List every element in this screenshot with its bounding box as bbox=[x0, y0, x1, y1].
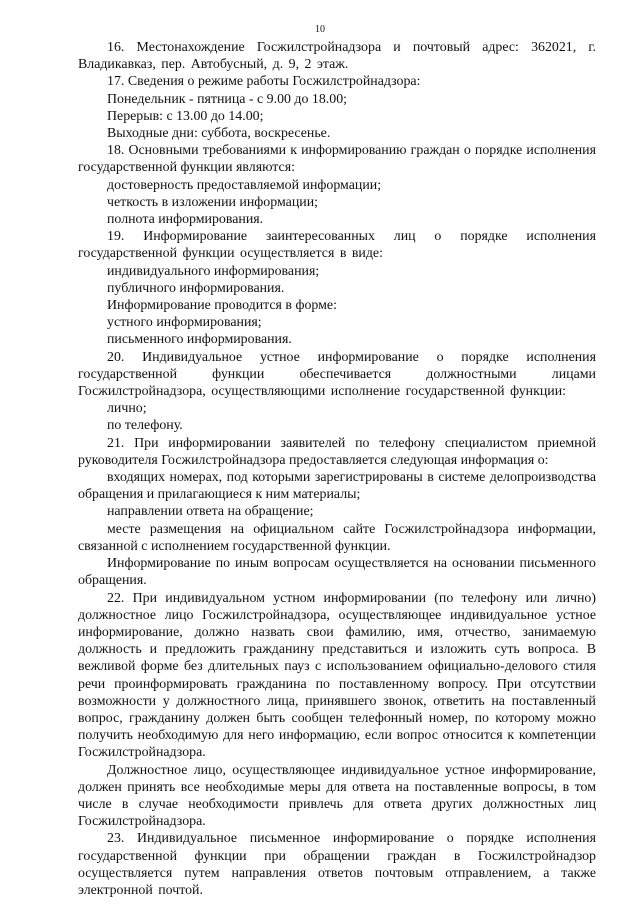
schedule-weekdays: Понедельник - пятница - с 9.00 до 18.00; bbox=[107, 91, 348, 107]
schedule-break: Перерыв: с 13.00 до 14.00; bbox=[107, 108, 264, 124]
phone-info-website: месте размещения на официальном сайте Госжилстройнадзора информации, связанной с исполнением государственной функции. bbox=[78, 521, 596, 554]
form-public: публичного информирования. bbox=[107, 280, 285, 296]
phone-info-reply-direction: направлении ответа на обращение; bbox=[107, 504, 314, 520]
requirement-reliability: достоверность предоставляемой информации; bbox=[107, 177, 382, 193]
page-number: 10 bbox=[315, 24, 325, 35]
paragraph-23-written-individual: 23. Индивидуальное письменное информирование о порядке исполнения государственной функции при обращении граждан в Госжилстройнадзор осуществляется путем направления ответов почтовым отправлением, а также электронной почтой. bbox=[78, 831, 596, 898]
schedule-days-off: Выходные дни: суббота, воскресенье. bbox=[107, 126, 331, 142]
other-questions-written: Информирование по иным вопросам осуществляется на основании письменного обращения. bbox=[78, 556, 596, 589]
paragraph-17-schedule-heading: 17. Сведения о режиме работы Госжилстройнадзора: bbox=[107, 74, 421, 90]
paragraph-22-oral-procedure: 22. При индивидуальном устном информировании (по телефону или лично) должностное лицо Госжилстройнадзора, осуществляющее индивидуальное устное информирование, должно назвать свои фамилию, имя, отчество, занимаемую должность и предложить гражданину представиться и изложить суть вопроса. В вежливой форме без длительных пауз с использованием официально-делового стиля речи проинформировать гражданина по поставленному вопросу. При отсутствии возможности у должностного лица, принявшего звонок, ответить на поставленный вопрос, гражданину должен быть сообщен телефонный номер, по которому можно получить необходимую для него информацию, если вопрос относится к компетенции Госжилстройнадзора. bbox=[78, 590, 596, 761]
oral-in-person: лично; bbox=[107, 401, 147, 417]
paragraph-18-requirements: 18. Основными требованиями к информированию граждан о порядке исполнения государственной функции являются: bbox=[78, 143, 596, 176]
paragraph-16-address: 16. Местонахождение Госжилстройнадзора и почтовый адрес: 362021, г. Владикавказ, пер. Автобусный, д. 9, 2 этаж. bbox=[78, 40, 596, 73]
phone-info-incoming-numbers: входящих номерах, под которыми зарегистрированы в системе делопроизводства обращения и прилагающиеся к ним материалы; bbox=[78, 470, 596, 503]
form-individual: индивидуального информирования; bbox=[107, 263, 320, 279]
informing-method-heading: Информирование проводится в форме: bbox=[107, 298, 337, 314]
method-written: письменного информирования. bbox=[107, 332, 292, 348]
paragraph-20-oral-individual: 20. Индивидуальное устное информирование о порядке исполнения государственной функции обеспечивается должностными лицами Госжилстройнадзора, осуществляющими исполнение государственной функции: bbox=[78, 349, 596, 400]
official-duties: Должностное лицо, осуществляющее индивидуальное устное информирование, должен принять все необходимые меры для ответа на поставленные вопросы, в том числе в случае необходимости привлечь для ответа других должностных лиц Госжилстройнадзора. bbox=[78, 762, 596, 830]
requirement-clarity: четкость в изложении информации; bbox=[107, 194, 319, 210]
paragraph-19-forms: 19. Информирование заинтересованных лиц о порядке исполнения государственной функции осуществляется в виде: bbox=[78, 229, 596, 262]
method-oral: устного информирования; bbox=[107, 315, 262, 331]
requirement-completeness: полнота информирования. bbox=[107, 212, 264, 228]
document-body bbox=[78, 39, 596, 899]
oral-by-phone: по телефону. bbox=[107, 418, 183, 434]
paragraph-21-phone-info: 21. При информировании заявителей по телефону специалистом приемной руководителя Госжилстройнадзора предоставляется следующая информация о: bbox=[78, 435, 596, 468]
